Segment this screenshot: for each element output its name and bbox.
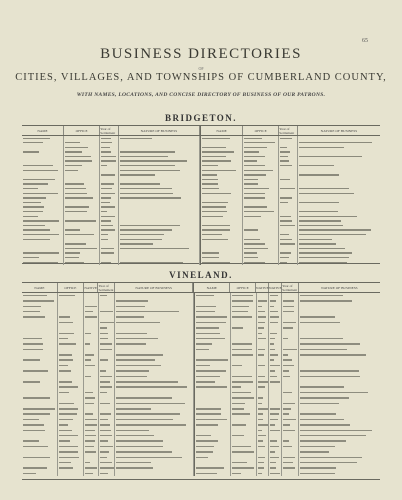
bridgeton-table-body: [22, 136, 380, 265]
column-header: NATIVE: [269, 283, 282, 292]
column-header: Year of Settlement: [282, 283, 298, 292]
column-header: NATIVE: [256, 283, 269, 292]
vineland-table-header: [22, 283, 380, 293]
column-header: NATURE OF BUSINESS: [321, 285, 358, 290]
table-row: [22, 260, 380, 265]
page-subtitle: CITIES, VILLAGES, AND TOWNSHIPS OF CUMBERLAND COUNTY,: [15, 72, 387, 83]
vineland-directory-table: [22, 282, 380, 480]
page-title: BUSINESS DIRECTORIES: [100, 46, 302, 62]
column-header: Year of Settlement: [100, 126, 119, 135]
column-header: NATURE OF BUSINESS: [115, 283, 193, 292]
section-title-bridgeton: BRIDGETON.: [164, 113, 238, 123]
column-header: OFFICE: [64, 126, 100, 135]
page-number: 65: [362, 38, 368, 44]
column-header: NAME: [193, 283, 230, 292]
page-tagline: WITH NAMES, LOCATIONS, AND CONCISE DIRECTORY OF BUSINESS OF OUR PATRONS.: [76, 92, 326, 98]
vineland-table-body: [22, 293, 380, 476]
bridgeton-directory-table: [22, 125, 380, 264]
table-row: [22, 471, 380, 476]
column-header: NAME: [22, 126, 64, 135]
column-header: NATURE OF BUSINESS: [119, 126, 200, 135]
column-header: OFFICE: [243, 126, 279, 135]
column-header: OFFICE: [58, 283, 84, 292]
title-connector: OF: [198, 66, 204, 71]
column-header: NATIVE: [84, 283, 99, 292]
column-header: NAME: [22, 283, 58, 292]
column-header: Year of Settlement: [279, 126, 298, 135]
column-header: Year of Settlement: [98, 283, 114, 292]
column-header: OFFICE: [230, 283, 256, 292]
bridgeton-table-header: [22, 126, 380, 136]
column-header: NAME: [200, 126, 243, 135]
section-title-vineland: VINELAND.: [169, 270, 233, 280]
column-header: NATURE OF BUSINESS: [320, 128, 358, 133]
